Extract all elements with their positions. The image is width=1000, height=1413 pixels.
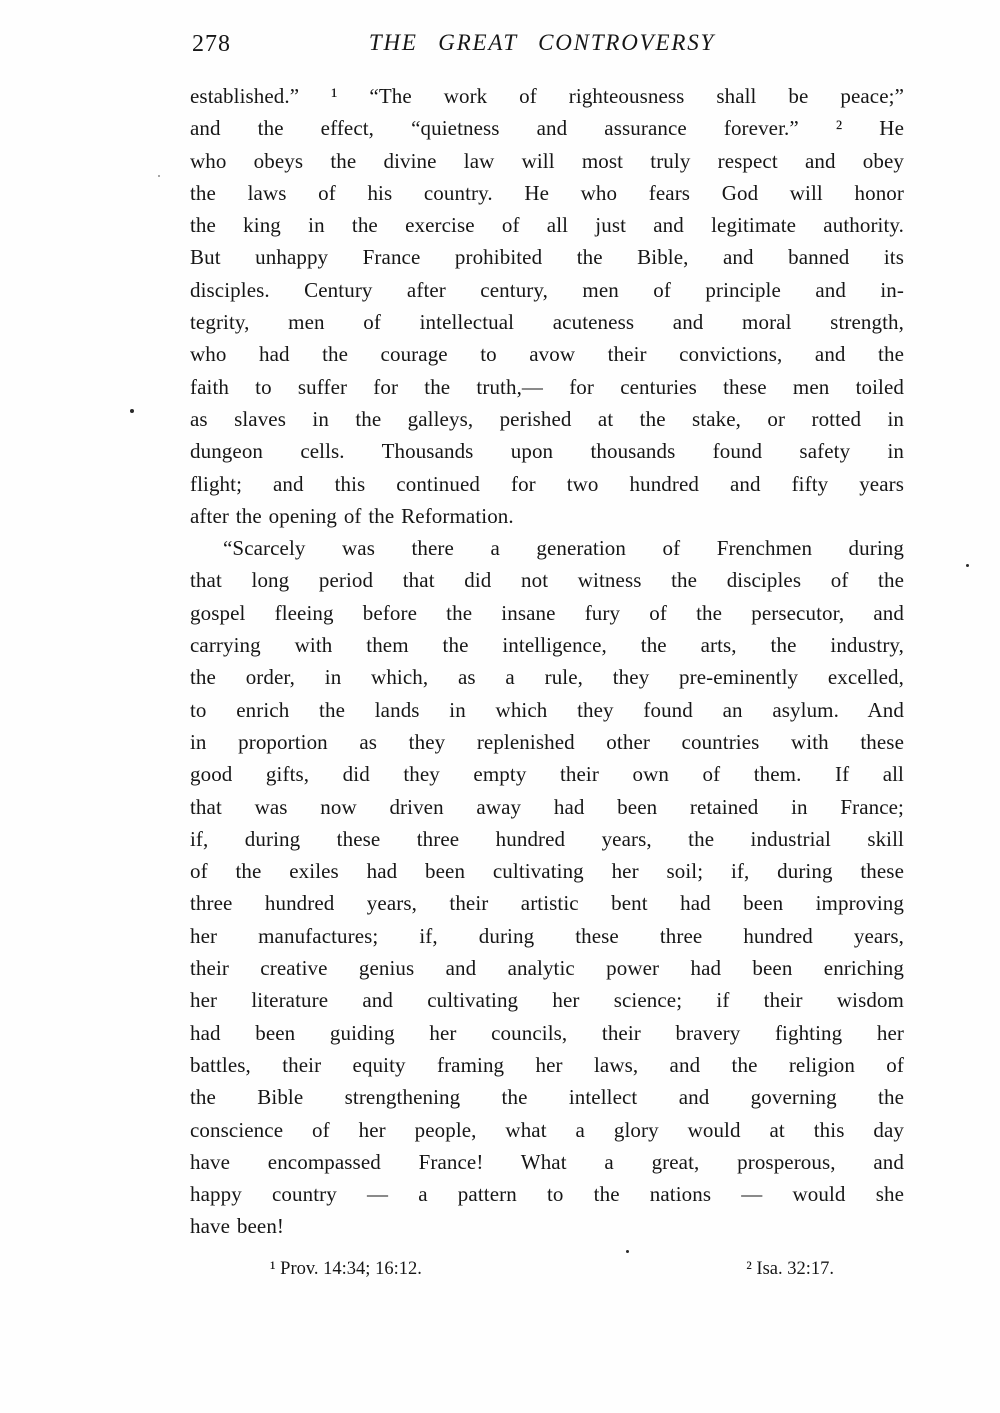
text-column — [190, 30, 904, 1281]
text-line: that long period that did not witness the disciples of the — [190, 568, 904, 593]
text-line: carrying with them the intelligence, the arts, the industry, — [190, 633, 904, 658]
text-line: if, during these three hundred years, the industrial skill — [190, 826, 904, 851]
text-line: the king in the exercise of all just and legitimate authority. — [190, 213, 904, 238]
paragraph — [190, 80, 904, 532]
text-line: to enrich the lands in which they found an asylum. And — [190, 697, 904, 722]
text-line: flight; and this continued for two hundred and fifty years — [190, 471, 904, 496]
page-number: 278 — [192, 31, 231, 57]
text-line: their creative genius and analytic power had been enriching — [190, 956, 904, 981]
text-line: her literature and cultivating her science; if their wisdom — [190, 988, 904, 1013]
text-line: and the effect, “quietness and assurance forever.” ² He — [190, 116, 904, 141]
text-line: disciples. Century after century, men of principle and in- — [190, 277, 904, 302]
footnotes — [190, 1257, 904, 1281]
text-line: three hundred years, their artistic bent had been improving — [190, 891, 904, 916]
text-line: the Bible strengthening the intellect and governing the — [190, 1085, 904, 1110]
scan-speck — [626, 1250, 629, 1253]
text-line: faith to suffer for the truth,— for centuries these men toiled — [190, 374, 904, 399]
text-line: as slaves in the galleys, perished at the stake, or rotted in — [190, 406, 904, 431]
text-line: dungeon cells. Thousands upon thousands found safety in — [190, 439, 904, 464]
text-line: battles, their equity framing her laws, and the religion of — [190, 1052, 904, 1077]
text-line: that was now driven away had been retained in France; — [190, 794, 904, 819]
text-line: in proportion as they replenished other countries with these — [190, 729, 904, 754]
text-line: happy country — a pattern to the nations — would she — [190, 1182, 904, 1207]
scan-speck — [966, 564, 969, 567]
text-line: after the opening of the Reformation. — [190, 503, 514, 528]
page-body — [190, 80, 904, 1243]
text-line: the laws of his country. He who fears God will honor — [190, 180, 904, 205]
text-line: her manufactures; if, during these three hundred years, — [190, 923, 904, 948]
text-line: established.” ¹ “The work of righteousness shall be peace;” — [190, 84, 904, 108]
text-line: have encompassed France! What a great, prosperous, and — [190, 1149, 904, 1174]
text-line: “Scarcely was there a generation of Frenchmen during — [223, 536, 904, 561]
footnote-2: ² Isa. 32:17. — [746, 1258, 834, 1279]
text-line: the order, in which, as a rule, they pre-eminently excelled, — [190, 665, 904, 690]
text-line: gospel fleeing before the insane fury of the persecutor, and — [190, 600, 904, 625]
running-title: THE GREAT CONTROVERSY — [368, 30, 716, 55]
text-line: had been guiding her councils, their bravery fighting her — [190, 1020, 904, 1045]
text-line: But unhappy France prohibited the Bible, and banned its — [190, 245, 904, 270]
scan-speck — [130, 409, 134, 413]
text-line: who obeys the divine law will most truly respect and obey — [190, 148, 904, 173]
paragraph — [190, 532, 904, 1243]
scan-speck — [158, 175, 160, 177]
text-line: tegrity, men of intellectual acuteness and moral strength, — [190, 310, 904, 335]
text-line: have been! — [190, 1214, 285, 1239]
footnote-1: ¹ Prov. 14:34; 16:12. — [270, 1258, 422, 1279]
text-line: good gifts, did they empty their own of them. If all — [190, 762, 904, 787]
running-head — [190, 30, 904, 60]
text-line: conscience of her people, what a glory would at this day — [190, 1117, 904, 1142]
text-line: who had the courage to avow their convictions, and the — [190, 342, 904, 367]
text-line: of the exiles had been cultivating her soil; if, during these — [190, 859, 904, 884]
